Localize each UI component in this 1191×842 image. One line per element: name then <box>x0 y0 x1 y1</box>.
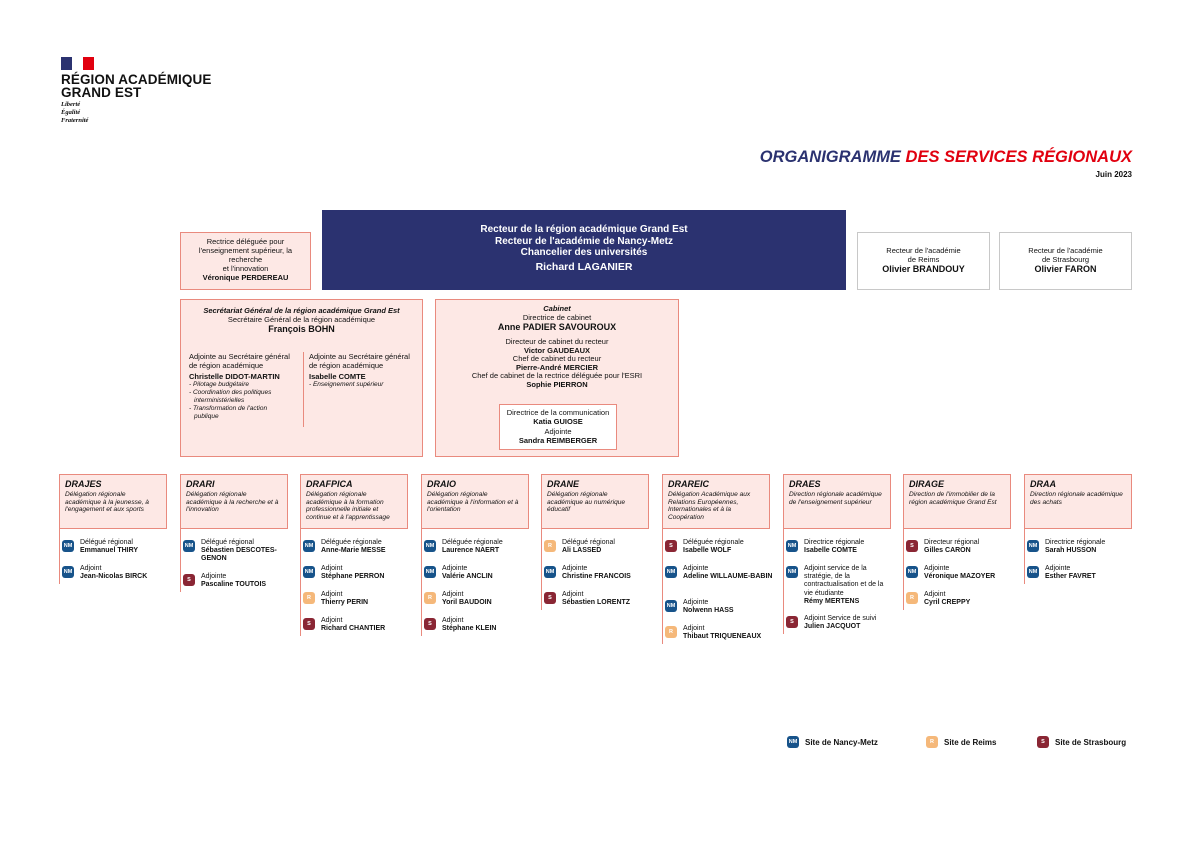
delegation-header <box>541 474 649 529</box>
communication-box: Directrice de la communication Katia GUIOSE Adjointe Sandra REIMBERGER <box>499 404 617 450</box>
delegation-header <box>903 474 1011 529</box>
legend-label: Site de Strasbourg <box>1055 737 1127 747</box>
nancy-metz-site-icon: NM <box>62 566 74 578</box>
delegation-member <box>62 539 170 555</box>
member-name: Thierry PERIN <box>321 599 369 607</box>
member-name: Thibaut TRIQUENEAUX <box>683 632 762 640</box>
delegation-description: Délégation Académique aux Relations Européennes, Internationales et à la Coopération <box>668 491 751 521</box>
motto: Liberté Égalité Fraternité <box>61 101 89 124</box>
reims-site-icon: R <box>926 736 938 748</box>
delegation-acronym: DRAES <box>789 479 821 489</box>
sg-adjoint-2: Adjointe au Secrétaire général de région académique Isabelle COMTE - Enseignement supérieur <box>309 352 410 388</box>
delegation-member <box>544 591 652 607</box>
delegation-member <box>424 617 532 633</box>
recteur-reims-box: Recteur de l'académie de Reims Olivier BRANDOUY <box>857 232 990 290</box>
delegation-acronym: DRAFPICA <box>306 479 353 489</box>
nancy-metz-site-icon: NM <box>62 540 74 552</box>
delegation-header <box>421 474 529 529</box>
delegation-member <box>303 539 411 555</box>
member-role: Directrice régionale <box>804 539 865 546</box>
delegation-acronym: DRANE <box>547 479 580 489</box>
member-name: Christine FRANCOIS <box>562 573 631 581</box>
member-name: Stéphane PERRON <box>321 573 385 581</box>
member-name: Emmanuel THIRY <box>80 547 139 555</box>
delegation-member <box>1027 565 1135 581</box>
delegation-member <box>424 591 532 607</box>
nancy-metz-site-icon: NM <box>665 600 677 612</box>
delegation-acronym: DRAIO <box>427 479 456 489</box>
delegation-member <box>786 565 894 606</box>
recteur-strasbourg-box: Recteur de l'académie de Strasbourg Olivier FARON <box>999 232 1132 290</box>
member-role: Adjointe <box>924 565 950 572</box>
legend-item <box>1037 736 1126 748</box>
strasbourg-site-icon: S <box>424 618 436 630</box>
sg-title: Secrétariat Général de la région académique Grand Est <box>203 306 400 315</box>
delegation-member <box>786 539 894 555</box>
delegation-header <box>59 474 167 529</box>
nancy-metz-site-icon: NM <box>544 566 556 578</box>
reims-site-icon: R <box>424 592 436 604</box>
delegation-connector <box>662 529 663 644</box>
nancy-metz-site-icon: NM <box>183 540 195 552</box>
delegation-member <box>303 565 411 581</box>
member-role: Adjoint <box>683 624 705 632</box>
delegation-member <box>303 617 411 633</box>
reims-site-icon: R <box>544 540 556 552</box>
delegation-member <box>62 565 170 581</box>
member-name: Ali LASSED <box>562 547 602 555</box>
strasbourg-site-icon: S <box>1037 736 1049 748</box>
delegation-member <box>544 565 652 581</box>
member-role: Délégué régional <box>201 539 254 546</box>
member-name: Isabelle WOLF <box>683 547 732 555</box>
delegation-member <box>424 539 532 555</box>
delegation-connector <box>59 529 60 584</box>
cabinet-box: Cabinet Directrice de cabinet Anne PADIER SAVOUROUX Directeur de cabinet du recteur Victor GAUDEAUX Chef de cabinet du recteur Pierre-André MERCIER Chef de cabinet de la rectrice déléguée pour l'ESRI Sophie PIERRON Directrice de la communication Katia GUIOSE Adjointe Sandra REIMBERGER <box>435 299 679 457</box>
strasbourg-site-icon: S <box>544 592 556 604</box>
member-role: Déléguée régionale <box>442 539 503 546</box>
member-name: Sébastien DESCOTES-GENON <box>201 547 277 563</box>
strasbourg-site-icon: S <box>183 574 195 586</box>
member-role: Adjoint Service de suivi <box>804 615 877 622</box>
nancy-metz-site-icon: NM <box>786 540 798 552</box>
delegation-acronym: DRAA <box>1030 479 1056 489</box>
delegation-connector <box>1024 529 1025 584</box>
strasbourg-site-icon: S <box>786 616 798 628</box>
member-name: Véronique MAZOYER <box>924 573 996 581</box>
member-role: Adjoint <box>442 617 464 624</box>
strasbourg-site-icon: S <box>906 540 918 552</box>
delegation-header <box>300 474 408 529</box>
member-role: Adjoint service de la stratégie, de la contractualisation et de la vie étudiante <box>804 565 884 597</box>
member-role: Déléguée régionale <box>683 539 744 546</box>
sg-adjoint-1: Adjointe au Secrétaire général de région académique Christelle DIDOT-MARTIN - Pilotage budgétaire - Coordination des politiques interministérielles - Transformation de l'action publique <box>189 352 290 420</box>
member-name: Pascaline TOUTOIS <box>201 580 267 588</box>
delegation-connector <box>180 529 181 592</box>
nancy-metz-site-icon: NM <box>424 540 436 552</box>
member-role: Adjoint <box>321 617 343 624</box>
delegation-draio <box>421 474 529 633</box>
cabinet-staff: Directeur de cabinet du recteur Victor GAUDEAUX Chef de cabinet du recteur Pierre-André MERCIER Chef de cabinet de la rectrice déléguée pour l'ESRI Sophie PIERRON <box>471 337 643 389</box>
logo-title: RÉGION ACADÉMIQUE GRAND EST <box>61 72 212 100</box>
delegation-member <box>1027 539 1135 555</box>
delegation-member <box>303 591 411 607</box>
nancy-metz-site-icon: NM <box>1027 540 1039 552</box>
member-name: Cyril CREPPY <box>924 599 971 607</box>
delegation-description: Délégation régionale académique à l'information et à l'orientation <box>427 491 519 514</box>
member-role: Adjoint <box>562 591 584 598</box>
delegation-acronym: DIRAGE <box>909 479 945 489</box>
member-role: Adjointe <box>1045 565 1071 572</box>
french-flag-logo <box>61 57 94 70</box>
rectrice-deleguee-box: Rectrice déléguée pour l'enseignement supérieur, la recherche et l'innovation Véronique PERDEREAU <box>180 232 311 290</box>
member-name: Julien JACQUOT <box>804 623 861 631</box>
secretariat-general-box: Secrétariat Général de la région académique Grand Est Secrétaire Général de la région académique François BOHN Adjointe au Secrétaire général de région académique Christelle DIDOT-MARTIN - Pilotage budgétaire - Coordination des politiques interministérielles - Transformation de l'action publique Adjointe au Secrétaire général de région académique Isabelle COMTE - Enseignement supérieur <box>180 299 423 457</box>
legend-item <box>787 736 878 748</box>
member-name: Yoril BAUDOIN <box>442 599 492 607</box>
nancy-metz-site-icon: NM <box>424 566 436 578</box>
legend-label: Site de Nancy-Metz <box>805 737 878 747</box>
delegation-member <box>544 539 652 555</box>
delegation-member <box>424 565 532 581</box>
delegation-member <box>906 539 1014 555</box>
strasbourg-site-icon: S <box>303 618 315 630</box>
delegation-member <box>906 565 1014 581</box>
member-role: Adjoint <box>80 565 102 572</box>
reims-site-icon: R <box>906 592 918 604</box>
delegation-drane <box>541 474 649 607</box>
member-role: Directeur régional <box>924 539 980 546</box>
delegation-acronym: DRAREIC <box>668 479 710 489</box>
member-role: Adjointe <box>442 565 468 572</box>
member-name: Stéphane KLEIN <box>442 625 497 633</box>
delegation-connector <box>783 529 784 634</box>
delegation-connector <box>903 529 904 610</box>
delegation-member <box>665 599 773 615</box>
delegation-member <box>906 591 1014 607</box>
member-name: Jean-Nicolas BIRCK <box>80 573 148 581</box>
delegation-dirage <box>903 474 1011 607</box>
member-name: Esther FAVRET <box>1045 573 1096 581</box>
member-name: Sarah HUSSON <box>1045 547 1097 555</box>
delegation-draa <box>1024 474 1132 581</box>
member-role: Adjoint <box>442 591 464 598</box>
delegation-header <box>180 474 288 529</box>
delegation-connector <box>541 529 542 610</box>
page-title: ORGANIGRAMME DES SERVICES RÉGIONAUX <box>759 148 1132 166</box>
delegation-drajes <box>59 474 167 581</box>
nancy-metz-site-icon: NM <box>787 736 799 748</box>
recteur-box: Recteur de la région académique Grand Est Recteur de l'académie de Nancy-Metz Chancelier des universités Richard LAGANIER <box>322 210 846 290</box>
nancy-metz-site-icon: NM <box>303 566 315 578</box>
delegation-member <box>786 615 894 631</box>
nancy-metz-site-icon: NM <box>1027 566 1039 578</box>
member-name: Nolwenn HASS <box>683 606 734 614</box>
delegation-header <box>783 474 891 529</box>
member-role: Adjointe <box>683 598 709 606</box>
member-name: Gilles CARON <box>924 547 971 555</box>
member-role: Adjointe <box>201 572 227 580</box>
reims-site-icon: R <box>303 592 315 604</box>
delegation-connector <box>300 529 301 636</box>
delegation-member <box>183 539 291 564</box>
page-date: Juin 2023 <box>1095 170 1132 179</box>
member-role: Adjoint <box>321 591 343 598</box>
delegation-drari <box>180 474 288 588</box>
delegation-member <box>665 625 773 641</box>
nancy-metz-site-icon: NM <box>906 566 918 578</box>
legend-label: Site de Reims <box>944 737 997 747</box>
delegation-draes <box>783 474 891 631</box>
member-name: Valérie ANCLIN <box>442 573 493 581</box>
member-role: Adjointe <box>562 565 588 572</box>
strasbourg-site-icon: S <box>665 540 677 552</box>
delegation-drafpica <box>300 474 408 633</box>
member-name: Richard CHANTIER <box>321 625 386 633</box>
member-role: Déléguée régionale <box>321 539 382 546</box>
legend-item <box>926 736 996 748</box>
member-role: Adjoint <box>321 565 343 572</box>
nancy-metz-site-icon: NM <box>665 566 677 578</box>
delegation-description: Direction régionale académique de l'enseignement supérieur <box>789 491 882 506</box>
delegation-acronym: DRARI <box>186 479 215 489</box>
member-role: Adjointe <box>683 565 709 572</box>
member-name: Isabelle COMTE <box>804 547 857 555</box>
reims-site-icon: R <box>665 626 677 638</box>
member-role: Délégué régional <box>562 539 615 546</box>
delegation-description: Délégation régionale académique à la formation professionnelle initiale et continue et à l'apprentissage <box>306 491 390 521</box>
nancy-metz-site-icon: NM <box>786 566 798 578</box>
delegation-description: Direction de l'immobilier de la région académique Grand Est <box>909 491 997 506</box>
member-role: Délégué régional <box>80 539 133 546</box>
member-name: Rémy MERTENS <box>804 597 860 605</box>
delegation-description: Délégation régionale académique au numérique éducatif <box>547 491 626 514</box>
nancy-metz-site-icon: NM <box>303 540 315 552</box>
delegation-description: Délégation régionale académique à la jeunesse, à l'engagement et aux sports <box>65 491 149 514</box>
member-name: Sébastien LORENTZ <box>562 599 631 607</box>
member-role: Directrice régionale <box>1045 539 1106 546</box>
member-name: Laurence NAERT <box>442 547 500 555</box>
delegation-description: Direction régionale académique des achats <box>1030 491 1123 506</box>
member-role: Adjoint <box>924 591 946 598</box>
delegation-drareic <box>662 474 773 640</box>
delegation-connector <box>421 529 422 636</box>
sg-divider <box>303 352 304 427</box>
member-name: Anne-Marie MESSE <box>321 547 386 555</box>
delegation-member <box>665 539 773 555</box>
member-name: Adeline WILLAUME-BABIN <box>683 573 773 581</box>
delegation-description: Délégation régionale académique à la recherche et à l'innovation <box>186 491 279 514</box>
delegation-header <box>662 474 770 529</box>
delegation-member <box>183 573 291 589</box>
delegation-header <box>1024 474 1132 529</box>
delegation-member <box>665 565 773 581</box>
delegation-acronym: DRAJES <box>65 479 102 489</box>
